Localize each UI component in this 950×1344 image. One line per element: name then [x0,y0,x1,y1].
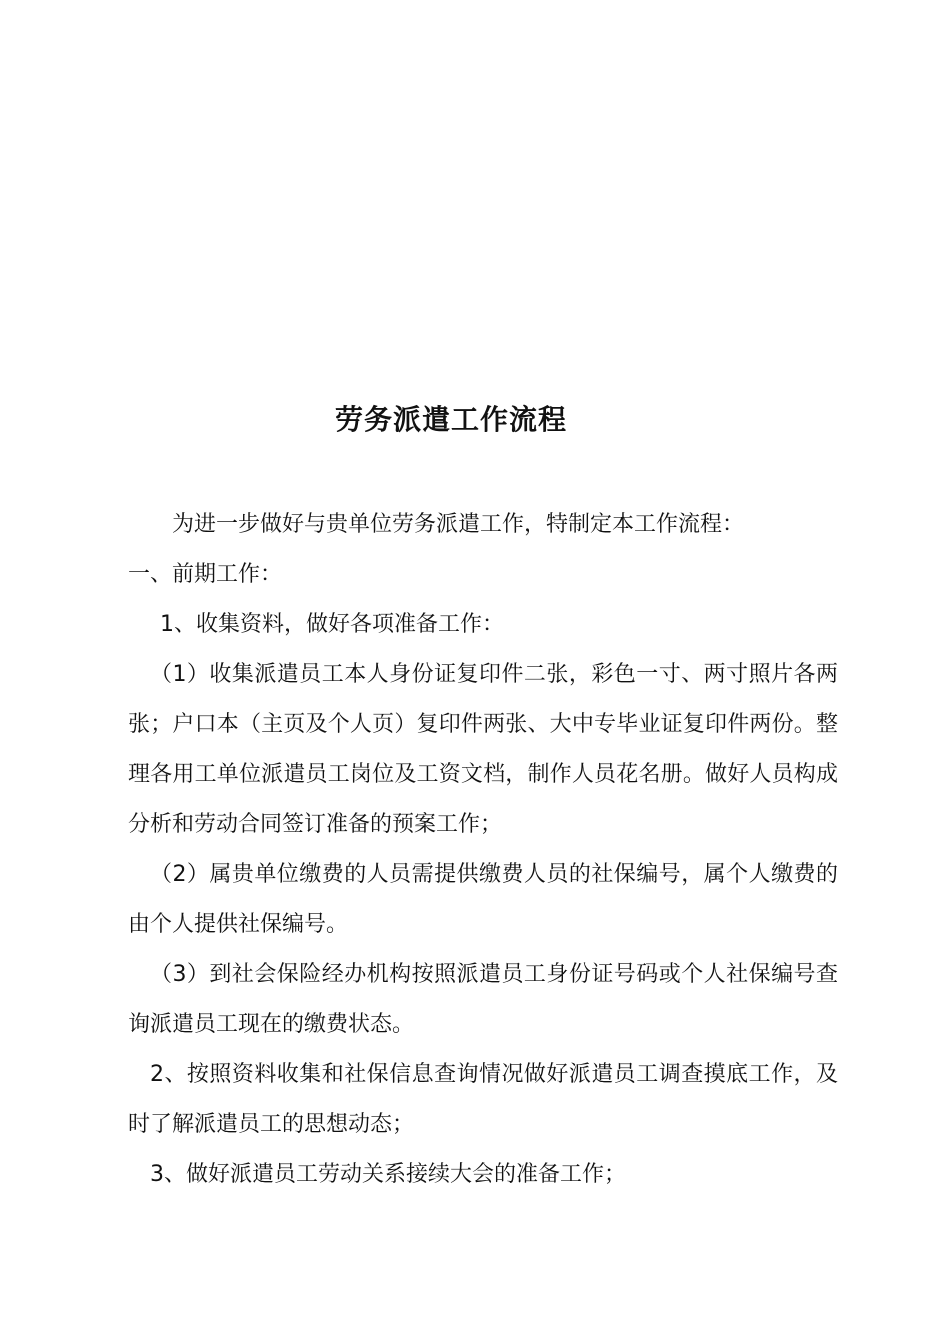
item-3-line: 3、做好派遣员工劳动关系接续大会的准备工作； [150,1162,626,1187]
sub-item-3-line: 询派遣员工现在的缴费状态。 [128,1012,415,1037]
sub-item-3-line: （3）到社会保险经办机构按照派遣员工身份证号码或个人社保编号查 [150,962,838,987]
item-2-line: 时了解派遣员工的思想动态； [128,1112,415,1137]
section-heading: 一、前期工作： [128,562,283,587]
item-1-heading: 1、收集资料，做好各项准备工作： [160,612,504,637]
intro-paragraph: 为进一步做好与贵单位劳务派遣工作，特制定本工作流程： [172,512,745,537]
document-title: 劳务派遣工作流程 [334,403,567,436]
sub-item-1-line: 张；户口本（主页及个人页）复印件两张、大中专毕业证复印件两份。整 [128,712,838,737]
sub-item-1-line: 理各用工单位派遣员工岗位及工资文档，制作人员花名册。做好人员构成 [128,762,838,787]
item-2-line: 2、按照资料收集和社保信息查询情况做好派遣员工调查摸底工作，及 [150,1062,838,1087]
sub-item-1-line: 分析和劳动合同签订准备的预案工作； [128,812,503,837]
sub-item-2-line: 由个人提供社保编号。 [128,912,349,937]
sub-item-1-line: （1）收集派遣员工本人身份证复印件二张，彩色一寸、两寸照片各两 [150,662,838,687]
sub-item-2-line: （2）属贵单位缴费的人员需提供缴费人员的社保编号，属个人缴费的 [150,862,838,887]
